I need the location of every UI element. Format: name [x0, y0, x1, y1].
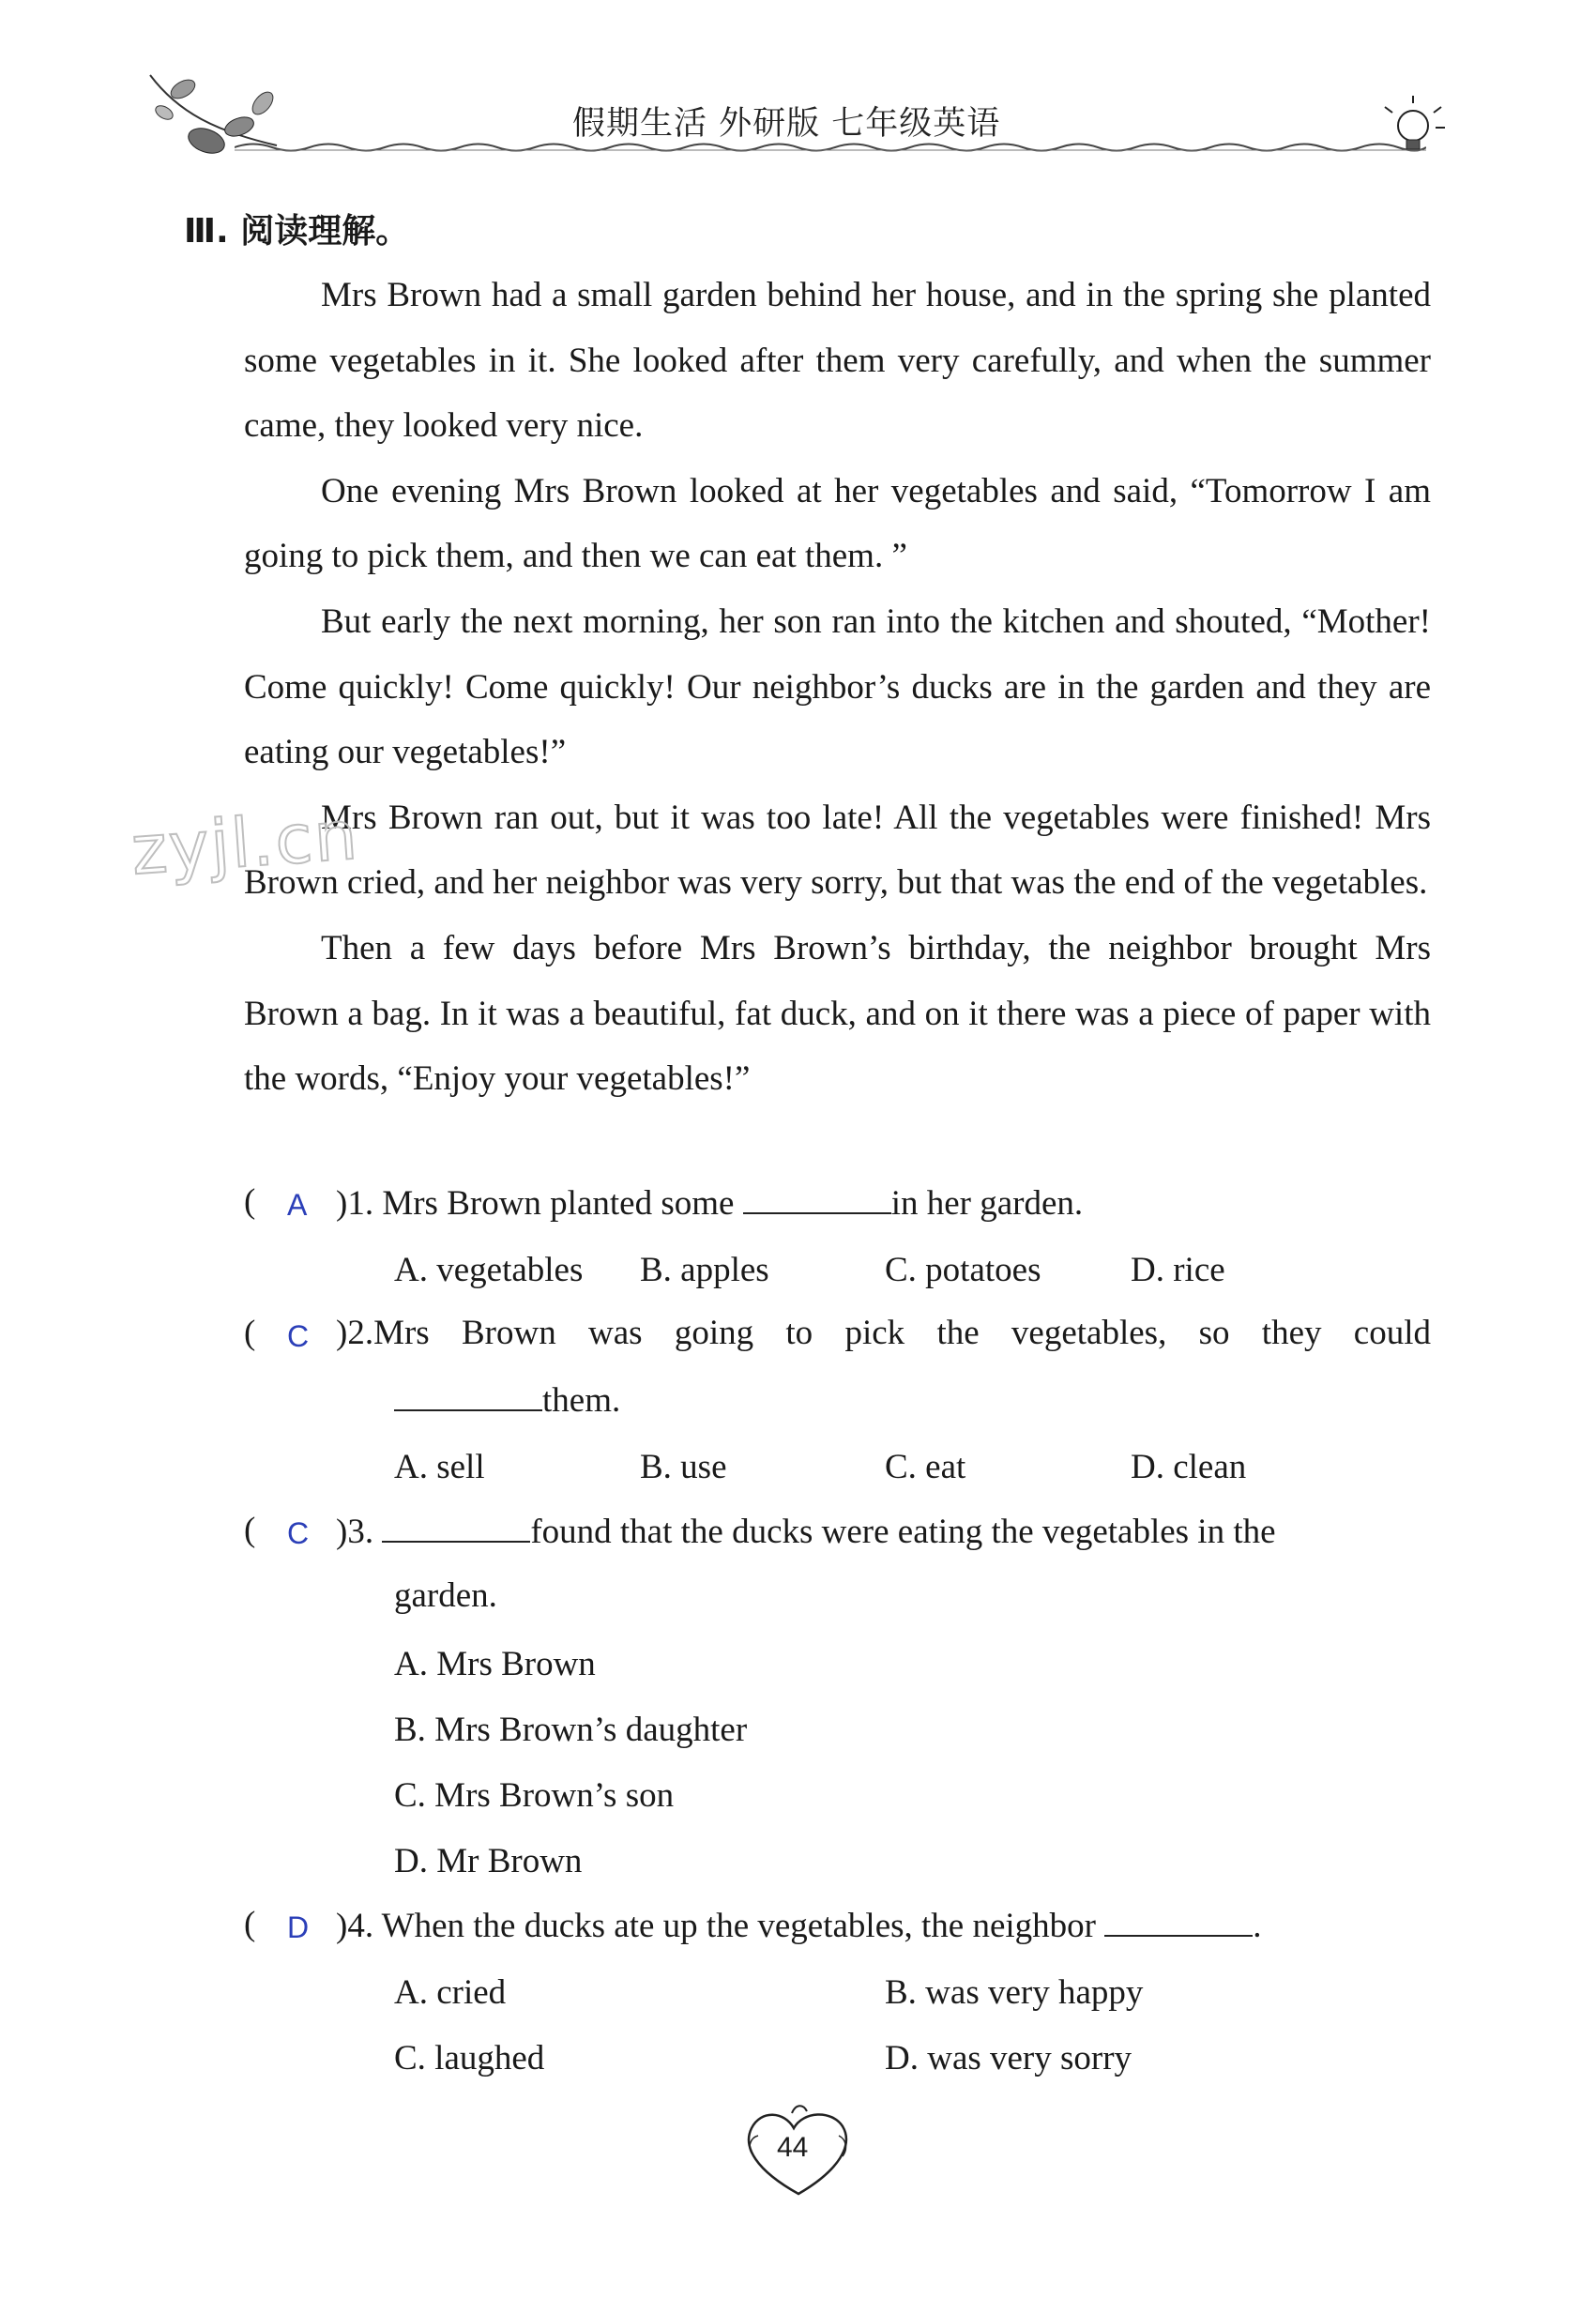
option-a: A. Mrs Brown [394, 1645, 596, 1683]
question-2-line2: them. [394, 1381, 620, 1418]
option-b: B. apples [640, 1251, 769, 1289]
answer-3: C [287, 1516, 310, 1550]
passage-paragraph: Mrs Brown ran out, but it was too late! All the vegetables were finished! Mrs Brown cried, and her neighbor was very sorry, but that was the end of the vegetables. [244, 798, 1431, 903]
passage-paragraph: One evening Mrs Brown looked at her vegetables and said, “Tomorrow I am going to pick them, and then we can eat them. ” [244, 471, 1431, 576]
option-c: C. potatoes [885, 1251, 1041, 1289]
answer-blank[interactable] [382, 1513, 530, 1543]
option-d: D. Mr Brown [394, 1842, 583, 1880]
option-d: D. rice [1131, 1251, 1225, 1289]
option-d: D. clean [1131, 1448, 1247, 1486]
question-2: ( [244, 1314, 256, 1352]
header-title: 假期生活 外研版 七年级英语 [572, 105, 1001, 143]
section-title: Ⅲ. 阅读理解。 [184, 212, 410, 251]
page-number: 44 [777, 2132, 809, 2163]
question-2-text: )2.Mrs Brown was going to pick the vegetables, so they could [336, 1314, 1431, 1352]
reading-passage [244, 263, 1431, 1112]
option-c: C. laughed [394, 2039, 545, 2077]
option-a: A. cried [394, 1973, 507, 2012]
answer-4: D [287, 1910, 310, 1944]
option-b: B. use [640, 1448, 727, 1486]
option-a: A. vegetables [394, 1251, 584, 1289]
option-d: D. was very sorry [885, 2039, 1132, 2077]
answer-blank[interactable] [743, 1184, 891, 1214]
passage-paragraph: Then a few days before Mrs Brown’s birthday, the neighbor brought Mrs Brown a bag. In it was a beautiful, fat duck, and on it there was a piece of paper with the words, “Enjoy your vegetables!” [244, 928, 1431, 1099]
question-4: ( [244, 1905, 256, 1943]
question-3: ( [244, 1511, 256, 1549]
option-a: A. sell [394, 1448, 485, 1486]
answer-1: A [287, 1188, 308, 1222]
answer-blank[interactable] [1104, 1907, 1253, 1937]
passage-paragraph: But early the next morning, her son ran into the kitchen and shouted, “Mother! Come quickly! Come quickly! Our neighbor’s ducks are in the garden and they are eating our vegetables!” [244, 601, 1431, 772]
question-1-text: )1. Mrs Brown planted some in her garden. [336, 1184, 1084, 1223]
option-b: B. was very happy [885, 1973, 1144, 2012]
paren-open: ( [244, 1182, 256, 1221]
option-b: B. Mrs Brown’s daughter [394, 1711, 748, 1749]
question-3-text: )3. found that the ducks were eating the vegetables in the [336, 1513, 1276, 1551]
header-divider [235, 141, 1426, 154]
question-3-line2: garden. [394, 1576, 497, 1615]
answer-blank[interactable] [394, 1381, 542, 1411]
watermark: zyjl.cn [129, 795, 362, 890]
option-c: C. Mrs Brown’s son [394, 1776, 675, 1815]
question-4-text: )4. When the ducks ate up the vegetables, the neighbor . [336, 1907, 1262, 1945]
question-1 [244, 1184, 255, 1219]
answer-2: C [287, 1319, 310, 1353]
lightbulb-icon [1379, 94, 1454, 169]
option-c: C. eat [885, 1448, 966, 1486]
passage-paragraph: Mrs Brown had a small garden behind her house, and in the spring she planted some vegetables in it. She looked after them very carefully, and when the summer came, they looked very nice. [244, 276, 1431, 446]
